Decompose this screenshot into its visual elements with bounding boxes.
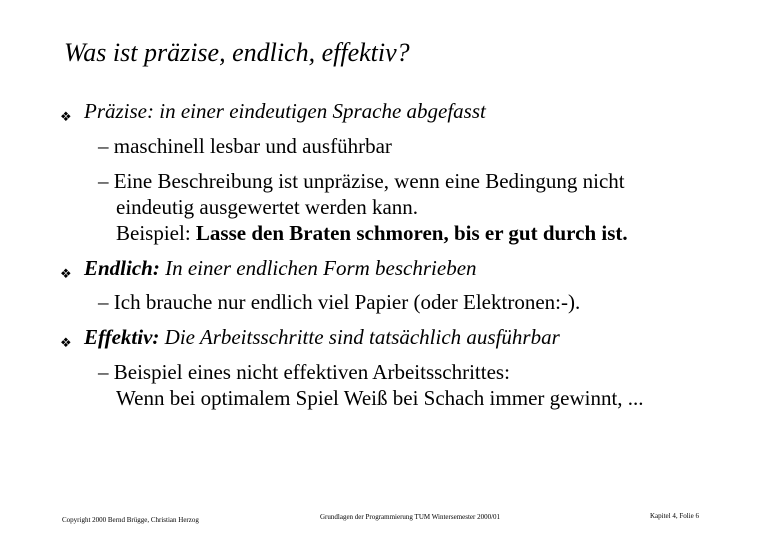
sub-item-continuation: Wenn bei optimalem Spiel Weiß bei Schach immer gewinnt, ... (116, 386, 644, 410)
sub-item: – Eine Beschreibung ist unpräzise, wenn eine Bedingung nicht (98, 169, 625, 193)
footer-slide-number: Kapitel 4, Folie 6 (650, 512, 699, 520)
bullet-effektiv (60, 325, 560, 350)
bullet-text: In einer endlichen Form beschrieben (159, 256, 477, 280)
diamond-bullet-icon: ❖ (60, 335, 72, 350)
bullet-text: Die Arbeitsschritte sind tatsächlich ausführbar (159, 325, 560, 349)
term-endlich: Endlich: (84, 256, 160, 280)
bullet-text: in einer eindeutigen Sprache abgefasst (154, 99, 486, 123)
diamond-bullet-icon: ❖ (60, 266, 72, 281)
bullet-praezise (60, 99, 486, 124)
term-effektiv: Effektiv: (84, 325, 160, 349)
term-praezise: Präzise: (84, 99, 154, 123)
sub-item: – Beispiel eines nicht effektiven Arbeitsschrittes: (98, 360, 510, 384)
diamond-bullet-icon: ❖ (60, 109, 72, 124)
example-line (116, 221, 628, 245)
example-text: Lasse den Braten schmoren, bis er gut durch ist. (195, 221, 628, 245)
footer-course: Grundlagen der Programmierung TUM Wintersemester 2000/01 (320, 513, 501, 521)
sub-item: – maschinell lesbar und ausführbar (98, 134, 392, 158)
sub-item: – Ich brauche nur endlich viel Papier (oder Elektronen:-). (98, 290, 581, 314)
bullet-endlich (60, 256, 477, 281)
sub-item-continuation: eindeutig ausgewertet werden kann. (116, 195, 419, 219)
example-label: Beispiel: (116, 221, 196, 245)
slide-title: Was ist präzise, endlich, effektiv? (64, 38, 410, 67)
footer-copyright: Copyright 2000 Bernd Brügge, Christian Herzog (62, 516, 199, 524)
